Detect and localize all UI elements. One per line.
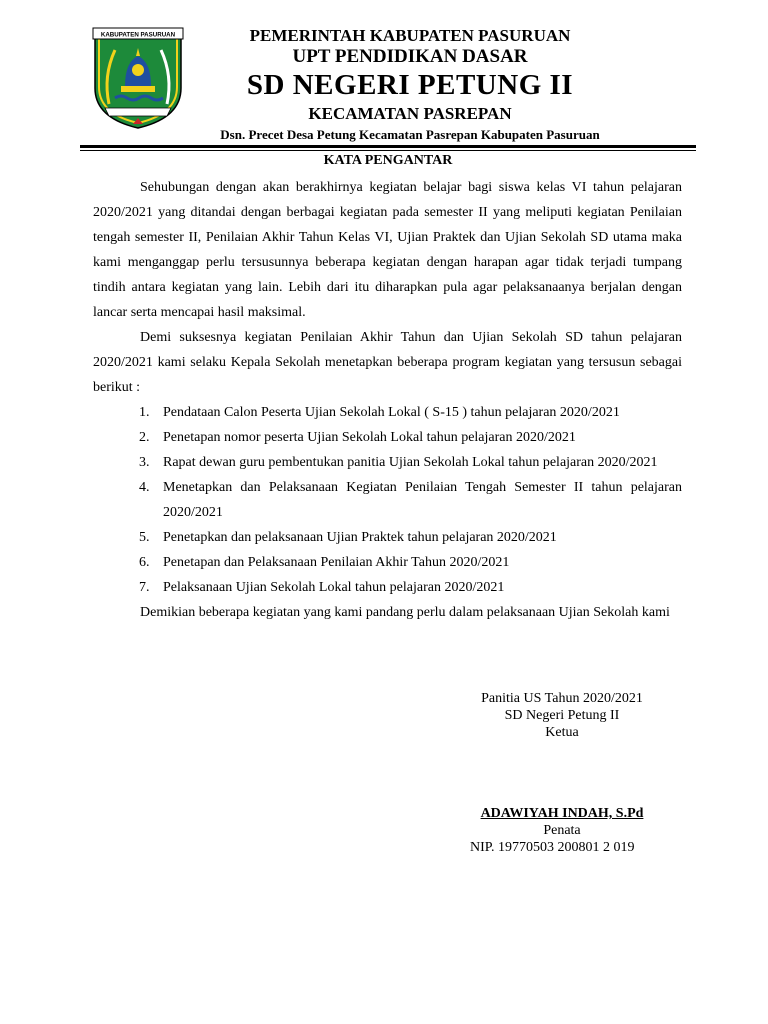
letterhead bbox=[200, 26, 620, 144]
list-item: 6. Penetapan dan Pelaksanaan Penilaian Akhir Tahun 2020/2021 bbox=[139, 555, 510, 570]
signature-committee: Panitia US Tahun 2020/2021 bbox=[481, 691, 643, 706]
list-item: 7. Pelaksanaan Ujian Sekolah Lokal tahun pelajaran 2020/2021 bbox=[139, 580, 505, 595]
government-name: PEMERINTAH KABUPATEN PASURUAN bbox=[249, 26, 571, 45]
paragraph-program: Demi suksesnya kegiatan Penilaian Akhir Tahun dan Ujian Sekolah SD tahun pelajaran 2020/2021 kami selaku Kepala Sekolah menetapkan beberapa program kegiatan yang tersusun sebagai berikut : bbox=[93, 330, 682, 395]
regency-logo bbox=[91, 26, 185, 130]
logo-text: KABUPATEN PASURUAN bbox=[100, 31, 176, 39]
document-title: KATA PENGANTAR bbox=[323, 153, 453, 168]
signatory-rank: Penata bbox=[543, 823, 581, 838]
paragraph-intro: Sehubungan dengan akan berakhirnya kegiatan belajar bagi siswa kelas VI tahun pelajaran 2020/2021 yang ditandai dengan berbagai kegiatan pada semester II yang meliputi kegiatan Penilaian tengah semester II, Penilaian Akhir Tahun Kelas VI, Ujian Praktek dan Ujian Sekolah SD utama maka kami menganggap perlu tersusunnya beberapa kegiatan dengan harapan agar tidak terjadi tumpang tindih antara kegiatan yang lain. Lebih dari itu diharapkan pula agar pelaksanaanya berjalan dengan lancar serta mencapai hasil maksimal. bbox=[93, 180, 682, 320]
department-name: UPT PENDIDIKAN DASAR bbox=[292, 46, 528, 67]
district-name: KECAMATAN PASREPAN bbox=[308, 104, 512, 123]
list-item: 5. Penetapkan dan pelaksanaan Ujian Praktek tahun pelajaran 2020/2021 bbox=[139, 530, 557, 545]
document-body bbox=[93, 175, 682, 625]
paragraph-closing: Demikian beberapa kegiatan yang kami pandang perlu dalam pelaksanaan Ujian Sekolah kami bbox=[140, 605, 670, 620]
list-item: 3. Rapat dewan guru pembentukan panitia Ujian Sekolah Lokal tahun pelajaran 2020/2021 bbox=[139, 455, 658, 470]
signature-school: SD Negeri Petung II bbox=[504, 708, 620, 723]
school-name: SD NEGERI PETUNG II bbox=[246, 69, 574, 101]
signature-block bbox=[452, 690, 672, 856]
list-item: 2. Penetapan nomor peserta Ujian Sekolah Lokal tahun pelajaran 2020/2021 bbox=[139, 430, 576, 445]
signature-role: Ketua bbox=[545, 725, 579, 740]
coat-of-arms-icon bbox=[91, 26, 185, 130]
program-list bbox=[93, 400, 682, 600]
signatory-nip: NIP. 19770503 200801 2 019 bbox=[470, 840, 635, 855]
list-item: 4. Menetapkan dan Pelaksanaan Kegiatan Penilaian Tengah Semester II tahun pelajaran 2020/2021 bbox=[139, 480, 682, 520]
signatory-name: ADAWIYAH INDAH, S.Pd bbox=[480, 806, 644, 821]
letterhead-divider-thick bbox=[80, 145, 696, 148]
list-item: 1. Pendataan Calon Peserta Ujian Sekolah Lokal ( S-15 ) tahun pelajaran 2020/2021 bbox=[139, 405, 620, 420]
school-address: Dsn. Precet Desa Petung Kecamatan Pasrepan Kabupaten Pasuruan bbox=[220, 127, 600, 142]
letterhead-divider-thin bbox=[80, 150, 696, 151]
